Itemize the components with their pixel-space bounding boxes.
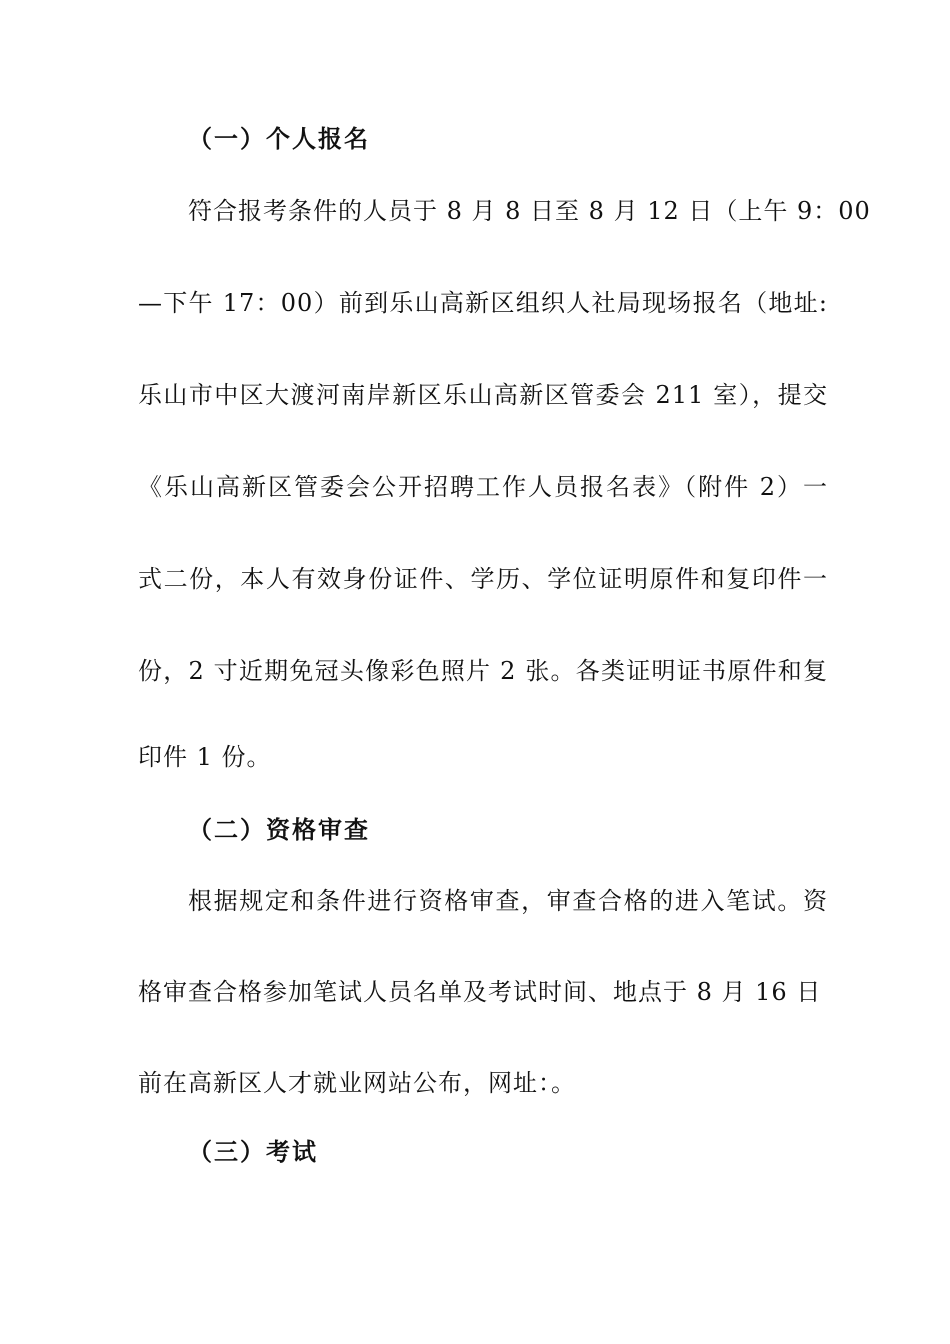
paragraph-line: 前在高新区人才就业网站公布，网址：。 [138, 1069, 576, 1097]
paragraph-line: 印件 1 份。 [138, 743, 272, 771]
paragraph-line: 份，2 寸近期免冠头像彩色照片 2 张。各类证明证书原件和复 [138, 657, 828, 685]
paragraph-line: 根据规定和条件进行资格审查，审查合格的进入笔试。资 [188, 887, 828, 915]
paragraph-line: 格审查合格参加笔试人员名单及考试时间、地点于 8 月 16 日 [138, 978, 822, 1006]
paragraph-line: 《乐山高新区管委会公开招聘工作人员报名表》（附件 2）一 [138, 473, 828, 501]
paragraph-line: —下午 17：00）前到乐山高新区组织人社局现场报名（地址: [138, 289, 828, 317]
section-heading-2: （二）资格审查 [188, 815, 370, 844]
paragraph-line: 符合报考条件的人员于 8 月 8 日至 8 月 12 日（上午 9：00 [188, 197, 871, 225]
section-heading-3: （三）考试 [188, 1137, 318, 1166]
section-heading-1: （一）个人报名 [188, 124, 370, 153]
paragraph-line: 乐山市中区大渡河南岸新区乐山高新区管委会 211 室），提交 [138, 381, 828, 409]
paragraph-line: 式二份，本人有效身份证件、学历、学位证明原件和复印件一 [138, 565, 828, 593]
